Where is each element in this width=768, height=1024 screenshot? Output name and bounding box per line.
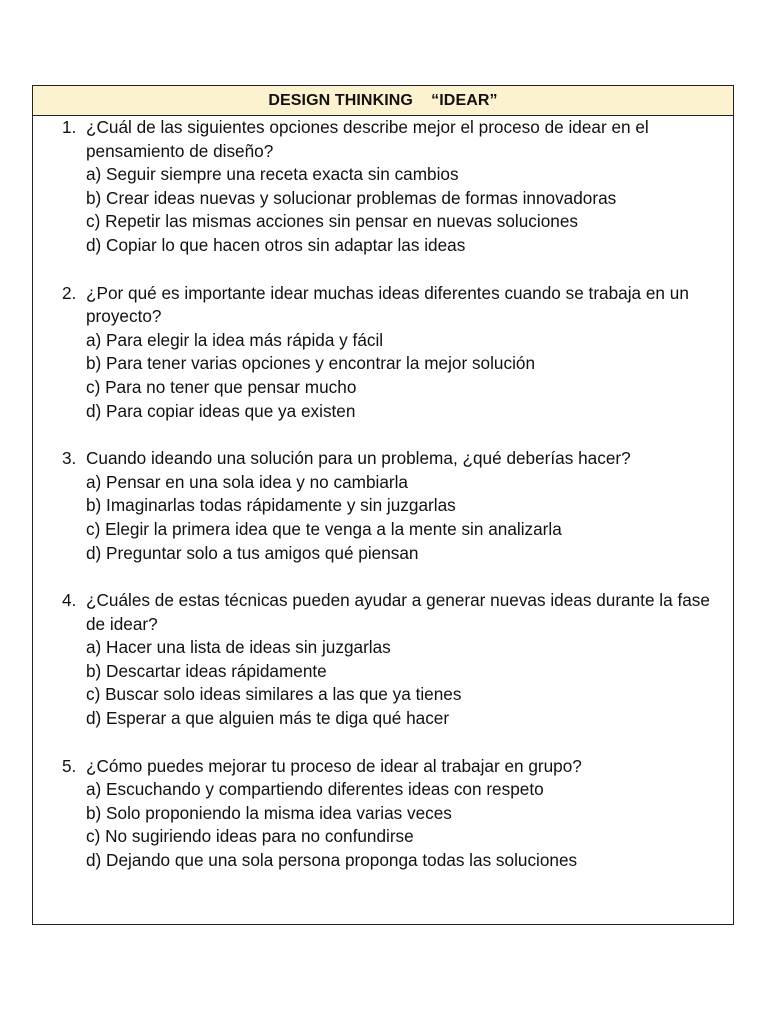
question-text: ¿Cuál de las siguientes opciones describe mejor el proceso de idear en el pensamiento de diseño?	[86, 117, 649, 161]
answer-option-b: b) Crear ideas nuevas y solucionar problemas de formas innovadoras	[86, 187, 617, 208]
question-text: ¿Cómo puedes mejorar tu proceso de idear al trabajar en grupo?	[86, 755, 582, 776]
option-list	[33, 778, 733, 872]
answer-option-d: d) Preguntar solo a tus amigos qué piensan	[86, 542, 419, 563]
question-5	[33, 755, 733, 873]
question-3	[33, 447, 733, 565]
answer-option-a: a) Para elegir la idea más rápida y fácil	[86, 329, 384, 350]
answer-option-b: b) Imaginarlas todas rápidamente y sin juzgarlas	[86, 495, 456, 516]
option-list	[33, 471, 733, 565]
option-list	[33, 163, 733, 257]
answer-option-d: d) Esperar a que alguien más te diga qué hacer	[86, 708, 450, 729]
quiz-table	[32, 85, 734, 925]
answer-option-a: a) Hacer una lista de ideas sin juzgarlas	[86, 637, 391, 658]
answer-option-b: b) Descartar ideas rápidamente	[86, 660, 327, 681]
answer-option-d: d) Copiar lo que hacen otros sin adaptar las ideas	[86, 234, 466, 255]
question-4	[33, 589, 733, 731]
answer-option-c: c) Repetir las mismas acciones sin pensar en nuevas soluciones	[86, 211, 578, 232]
question-list	[33, 116, 733, 873]
question-number: 1.	[62, 117, 77, 137]
answer-option-d: d) Dejando que una sola persona proponga todas las soluciones	[86, 850, 578, 871]
answer-option-d: d) Para copiar ideas que ya existen	[86, 400, 356, 421]
question-text: ¿Por qué es importante idear muchas ideas diferentes cuando se trabaja en un proyecto?	[86, 282, 689, 327]
question-text: ¿Cuáles de estas técnicas pueden ayudar a generar nuevas ideas durante la fase de idear?	[86, 590, 710, 634]
answer-option-b: b) Para tener varias opciones y encontrar la mejor solución	[86, 353, 536, 374]
answer-option-a: a) Seguir siempre una receta exacta sin cambios	[86, 164, 459, 185]
answer-option-b: b) Solo proponiendo la misma idea varias veces	[86, 802, 452, 823]
answer-option-c: c) Elegir la primera idea que te venga a la mente sin analizarla	[86, 518, 562, 539]
answer-option-c: c) Buscar solo ideas similares a las que ya tienes	[86, 684, 462, 705]
question-1	[33, 116, 733, 258]
question-number: 3.	[62, 448, 77, 469]
question-number: 5.	[62, 755, 77, 776]
option-list	[33, 329, 733, 423]
quiz-title: DESIGN THINKING “IDEAR”	[33, 86, 733, 116]
answer-option-a: a) Pensar en una sola idea y no cambiarla	[86, 471, 408, 492]
question-number: 2.	[62, 282, 77, 303]
answer-option-c: c) Para no tener que pensar mucho	[86, 376, 357, 397]
answer-option-a: a) Escuchando y compartiendo diferentes ideas con respeto	[86, 779, 544, 800]
quiz-body	[33, 116, 733, 873]
question-number: 4.	[62, 590, 77, 611]
answer-option-c: c) No sugiriendo ideas para no confundirse	[86, 826, 414, 847]
question-2	[33, 282, 733, 424]
question-text: Cuando ideando una solución para un problema, ¿qué deberías hacer?	[86, 448, 631, 469]
option-list	[33, 636, 733, 730]
